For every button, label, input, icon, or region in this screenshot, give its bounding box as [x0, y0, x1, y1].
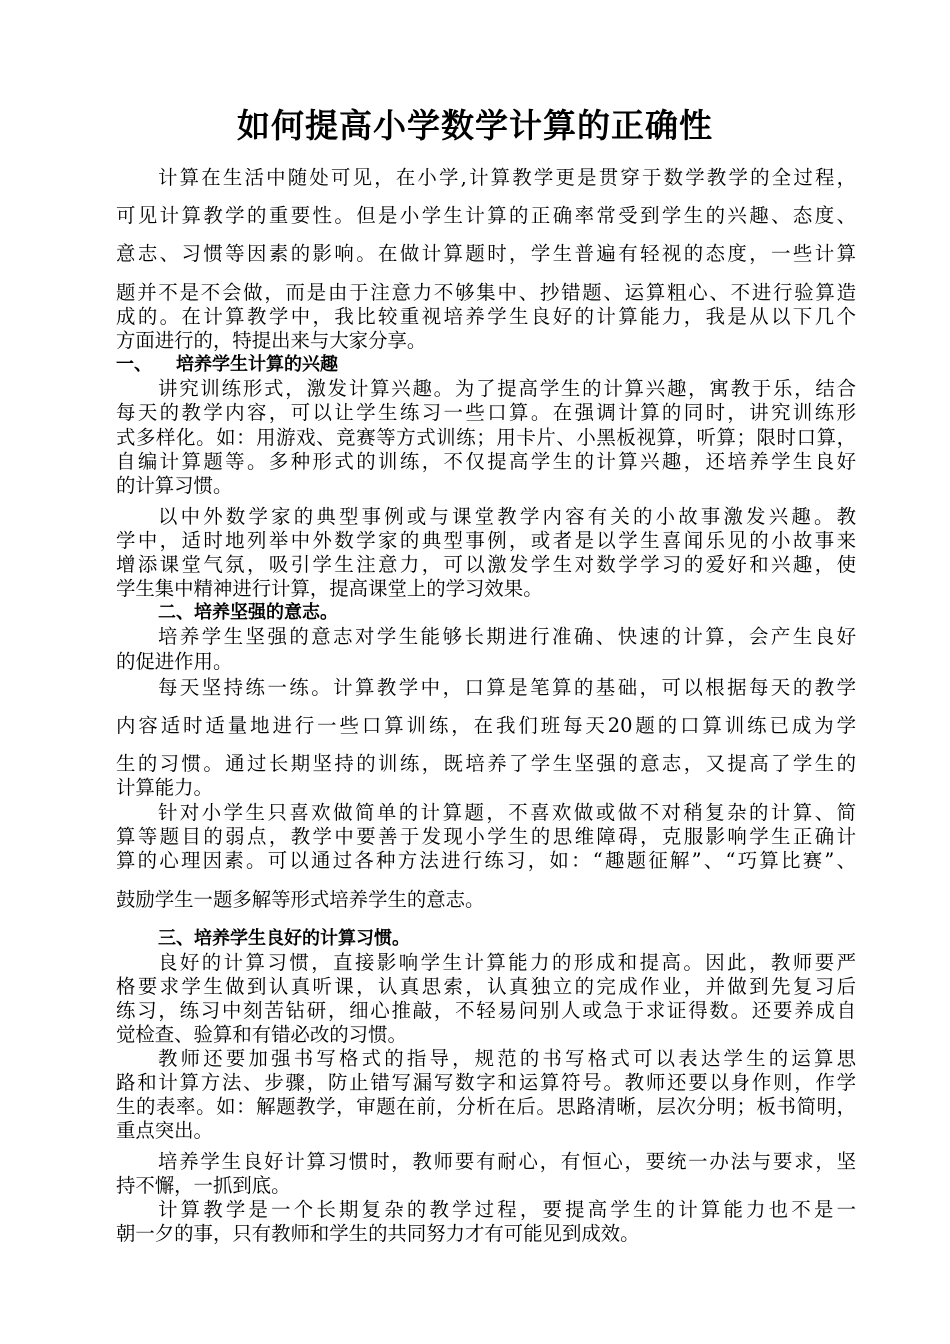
- paragraph-line: 练习，练习中刻苦钻研，细心推敲，不轻易问别人或急于求证得数。还要养成自: [116, 999, 856, 1022]
- paragraph-line: 计算能力。: [116, 776, 213, 799]
- section-heading-1: [116, 353, 856, 377]
- paragraph-line: 学中，适时地列举中外数学家的典型事例，或者是以学生喜闻乐见的小故事来: [116, 529, 856, 552]
- paragraph-line: 教师还要加强书写格式的指导，规范的书写格式可以表达学生的运算思: [158, 1047, 856, 1070]
- section-heading-2: 二、培养坚强的意志。: [158, 602, 338, 623]
- paragraph-line: 计算教学是一个长期复杂的教学过程，要提高学生的计算能力也不是一: [158, 1198, 856, 1221]
- paragraph-line: 内容适时适量地进行一些口算训练，在我们班每天20题的口算训练已成为学: [116, 714, 856, 737]
- paragraph-line: 学生集中精神进行计算，提高课堂上的学习效果。: [116, 577, 543, 600]
- paragraph-line: 自编计算题等。多种形式的训练，不仅提高学生的计算兴趣，还培养学生良好: [116, 450, 856, 473]
- paragraph-line: 生的表率。如：解题教学，审题在前，分析在后。思路清晰，层次分明；板书简明，: [116, 1095, 856, 1118]
- paragraph-line: 鼓励学生一题多解等形式培养学生的意志。: [116, 888, 485, 911]
- section-heading-3: 三、培养学生良好的计算习惯。: [158, 928, 410, 949]
- paragraph-line: 觉检查、验算和有错必改的习惯。: [116, 1023, 407, 1046]
- paragraph-line: 算的心理因素。可以通过各种方法进行练习，如：“趣题征解”、“巧算比赛”、: [116, 849, 856, 872]
- paragraph-line: 以中外数学家的典型事例或与课堂教学内容有关的小故事激发兴趣。教: [158, 505, 856, 528]
- paragraph-line: 路和计算方法、步骤，防止错写漏写数字和运算符号。教师还要以身作则，作学: [116, 1071, 856, 1094]
- section-heading-text: 培养学生计算的兴趣: [176, 354, 338, 375]
- page-title: 如何提高小学数学计算的正确性: [237, 106, 713, 145]
- paragraph-line: 计算在生活中随处可见，在小学,计算教学更是贯穿于数学教学的全过程，: [158, 166, 856, 189]
- paragraph-line: 生的习惯。通过长期坚持的训练，既培养了学生坚强的意志，又提高了学生的: [116, 752, 856, 775]
- paragraph-line: 朝一夕的事，只有教师和学生的共同努力才有可能见到成效。: [116, 1222, 640, 1245]
- paragraph-line: 式多样化。如：用游戏、竞赛等方式训练；用卡片、小黑板视算，听算；限时口算，: [116, 426, 856, 449]
- paragraph-line: 格要求学生做到认真听课，认真思索，认真独立的完成作业，并做到先复习后: [116, 975, 856, 998]
- paragraph-line: 的促进作用。: [116, 650, 233, 673]
- paragraph-line: 良好的计算习惯，直接影响学生计算能力的形成和提高。因此，教师要严: [158, 951, 856, 974]
- paragraph-line: 意志、习惯等因素的影响。在做计算题时，学生普遍有轻视的态度，一些计算: [116, 242, 856, 265]
- paragraph-line: 可见计算教学的重要性。但是小学生计算的正确率常受到学生的兴趣、态度、: [116, 204, 856, 227]
- paragraph-line: 算等题目的弱点，教学中要善于发现小学生的思维障碍，克服影响学生正确计: [116, 825, 856, 848]
- paragraph-line: 针对小学生只喜欢做简单的计算题，不喜欢做或做不对稍复杂的计算、简: [158, 801, 856, 824]
- paragraph-line: 重点突出。: [116, 1119, 213, 1142]
- paragraph-line: 成的。在计算教学中，我比较重视培养学生良好的计算能力，我是从以下几个: [116, 305, 856, 328]
- paragraph-line: 持不懈，一抓到底。: [116, 1174, 291, 1197]
- paragraph-line: 每天坚持练一练。计算教学中，口算是笔算的基础，可以根据每天的教学: [158, 676, 856, 699]
- paragraph-line: 题并不是不会做，而是由于注意力不够集中、抄错题、运算粗心、不进行验算造: [116, 281, 856, 304]
- paragraph-line: 方面进行的，特提出来与大家分享。: [116, 329, 427, 352]
- paragraph-line: 的计算习惯。: [116, 474, 233, 497]
- section-number: 一、: [116, 354, 152, 375]
- paragraph-line: 增添课堂气氛，吸引学生注意力，可以激发学生对数学学习的爱好和兴趣，使: [116, 553, 856, 576]
- paragraph-line: 培养学生良好计算习惯时，教师要有耐心，有恒心，要统一办法与要求，坚: [158, 1150, 856, 1173]
- paragraph-line: 培养学生坚强的意志对学生能够长期进行准确、快速的计算，会产生良好: [158, 625, 856, 648]
- paragraph-line: 讲究训练形式，激发计算兴趣。为了提高学生的计算兴趣，寓教于乐，结合: [158, 377, 856, 400]
- paragraph-line: 每天的教学内容，可以让学生练习一些口算。在强调计算的同时，讲究训练形: [116, 401, 856, 424]
